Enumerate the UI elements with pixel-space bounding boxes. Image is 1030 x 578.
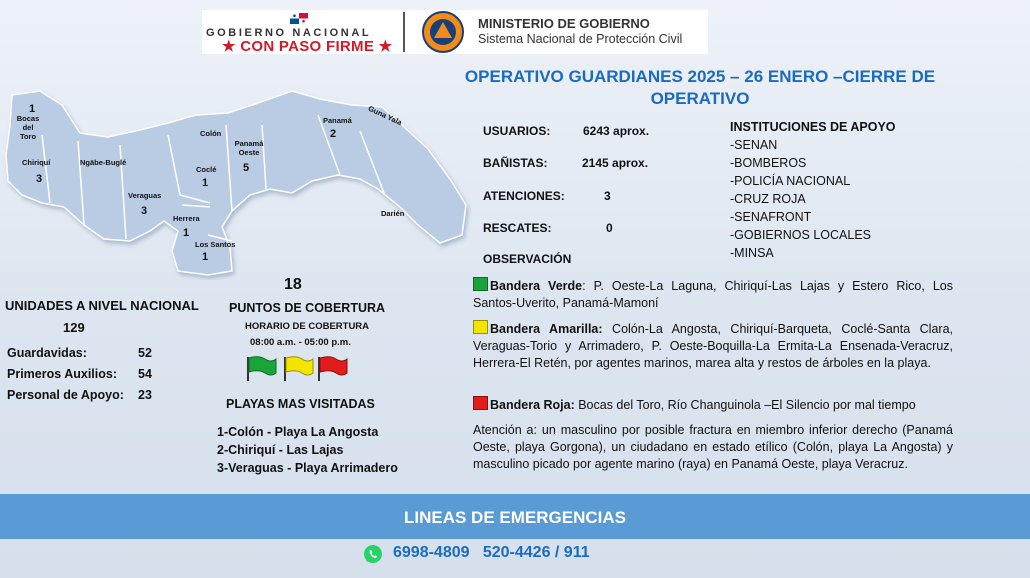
coverage-points-number: 18 bbox=[284, 276, 302, 293]
province-label: Bocas del Toro bbox=[16, 114, 40, 141]
province-count: 3 bbox=[36, 173, 43, 185]
institutions-title: INSTITUCIONES DE APOYO bbox=[730, 120, 896, 134]
users-label: USUARIOS: bbox=[483, 124, 551, 138]
title-line2: OPERATIVO bbox=[650, 89, 750, 108]
green-flag-icon bbox=[245, 356, 277, 382]
bathers-label: BAÑISTAS: bbox=[483, 156, 548, 170]
province-label: Chiriquí bbox=[22, 158, 51, 167]
institution-item: -SENAFRONT bbox=[730, 210, 812, 224]
footer-title: LINEAS DE EMERGENCIAS bbox=[404, 508, 626, 527]
attentions-value: 3 bbox=[604, 189, 611, 203]
province-label: Ngäbe-Buglé bbox=[80, 158, 127, 167]
unit-label: Guardavidas: bbox=[7, 346, 87, 360]
unit-label: Personal de Apoyo: bbox=[7, 388, 124, 402]
panama-map-shape bbox=[0, 85, 475, 280]
panama-flag-icon bbox=[290, 13, 308, 24]
province-count: 1 bbox=[202, 177, 209, 189]
header-divider bbox=[403, 12, 405, 52]
users-value: 6243 aprox. bbox=[583, 124, 650, 138]
beach-item: 2-Chiriquí - Las Lajas bbox=[217, 443, 344, 457]
province-label: Darién bbox=[381, 209, 405, 218]
province-count: 1 bbox=[29, 103, 36, 115]
schedule-time: 08:00 a.m. - 05:00 p.m. bbox=[250, 337, 351, 348]
province-label: Panamá bbox=[323, 116, 352, 125]
red-flag-paragraph bbox=[473, 396, 953, 414]
page-title bbox=[415, 66, 985, 110]
institution-item: -BOMBEROS bbox=[730, 156, 807, 170]
institution-item: -MINSA bbox=[730, 246, 774, 260]
attention-note: Atención a: un masculino por posible fractura en miembro inferior derecho (Panamá Oeste, playa Gorgona), un ciudadano en estado etílico (Colón, playa La Angosta) y masculino picado por agente marino (raya) en Panamá Oeste, playa Veracruz. bbox=[473, 423, 953, 471]
red-flag-label: Bandera Roja: bbox=[490, 398, 575, 412]
whatsapp-icon bbox=[363, 544, 383, 564]
beaches-title: PLAYAS MAS VISITADAS bbox=[226, 397, 375, 411]
institution-item: -CRUZ ROJA bbox=[730, 192, 806, 206]
units-title: UNIDADES A NIVEL NACIONAL bbox=[5, 298, 199, 313]
province-count: 3 bbox=[141, 205, 148, 217]
green-flag-paragraph bbox=[473, 277, 953, 312]
emergency-phones: 6998-4809 520-4426 / 911 bbox=[393, 544, 590, 561]
coverage-points-label: PUNTOS DE COBERTURA bbox=[229, 301, 386, 315]
government-line1: GOBIERNO NACIONAL bbox=[206, 27, 372, 39]
red-flag-icon bbox=[316, 356, 348, 382]
title-line1: OPERATIVO GUARDIANES 2025 – 26 ENERO –CIERRE DE bbox=[464, 67, 936, 86]
province-label: Herrera bbox=[173, 214, 200, 223]
province-count: 1 bbox=[183, 227, 190, 239]
red-flag-icon bbox=[473, 396, 488, 410]
province-count: 2 bbox=[330, 128, 337, 140]
beach-item: 3-Veraguas - Playa Arrimadero bbox=[217, 461, 398, 475]
schedule-label: HORARIO DE COBERTURA bbox=[245, 321, 370, 332]
civil-protection-logo bbox=[419, 11, 467, 53]
government-slogan: ★ CON PASO FIRME ★ bbox=[222, 38, 393, 55]
unit-value: 54 bbox=[138, 367, 152, 381]
green-flag-label: Bandera Verde bbox=[490, 279, 583, 293]
province-label: Guna Yala bbox=[366, 103, 404, 128]
institution-item: -POLICÍA NACIONAL bbox=[730, 174, 851, 188]
yellow-flag-paragraph bbox=[473, 320, 953, 372]
institution-item: -GOBIERNOS LOCALES bbox=[730, 228, 872, 242]
beach-item: 1-Colón - Playa La Angosta bbox=[217, 425, 379, 439]
rescues-value: 0 bbox=[606, 221, 613, 235]
red-flag-text: Bocas del Toro, Río Changuinola –El Silencio por mal tiempo bbox=[574, 398, 916, 412]
province-count: 1 bbox=[202, 251, 209, 263]
yellow-flag-icon bbox=[282, 356, 314, 382]
green-flag-icon bbox=[473, 277, 488, 291]
green-flag-text: : P. Oeste-La Laguna, Chiriquí-Las Lajas y Estero Rico, Los Santos-Uverito, Panamá-Mamoní bbox=[473, 279, 953, 310]
unit-value: 23 bbox=[138, 388, 152, 402]
institution-item: -SENAN bbox=[730, 138, 778, 152]
unit-value: 52 bbox=[138, 346, 152, 360]
unit-label: Primeros Auxilios: bbox=[7, 367, 117, 381]
province-count: 5 bbox=[243, 162, 250, 174]
yellow-flag-label: Bandera Amarilla: bbox=[490, 322, 603, 336]
yellow-flag-text: Colón-La Angosta, Chiriquí-Barqueta, Coclé-Santa Clara, Veraguas-Torio y Arrimadero, P. Oeste-Boquilla-La Ermita-La Ensenada-Veracruz, Herrera-El Retén, por agentes marinos, marea alta y restos de árboles en la playa. bbox=[473, 322, 953, 370]
province-label: Coclé bbox=[196, 165, 217, 174]
observation-label: OBSERVACIÓN bbox=[483, 252, 572, 266]
system-name: Sistema Nacional de Protección Civil bbox=[478, 32, 683, 46]
attentions-label: ATENCIONES: bbox=[483, 189, 565, 203]
bathers-value: 2145 aprox. bbox=[582, 156, 649, 170]
rescues-label: RESCATES: bbox=[483, 221, 552, 235]
panama-map bbox=[0, 85, 475, 280]
ministry-name: MINISTERIO DE GOBIERNO bbox=[478, 16, 650, 31]
province-label: Colón bbox=[200, 129, 222, 138]
province-label: Panamá Oeste bbox=[234, 139, 264, 157]
units-total: 129 bbox=[63, 320, 85, 335]
yellow-flag-icon bbox=[473, 320, 488, 334]
province-label: Los Santos bbox=[195, 240, 236, 249]
province-label: Veraguas bbox=[128, 191, 162, 200]
